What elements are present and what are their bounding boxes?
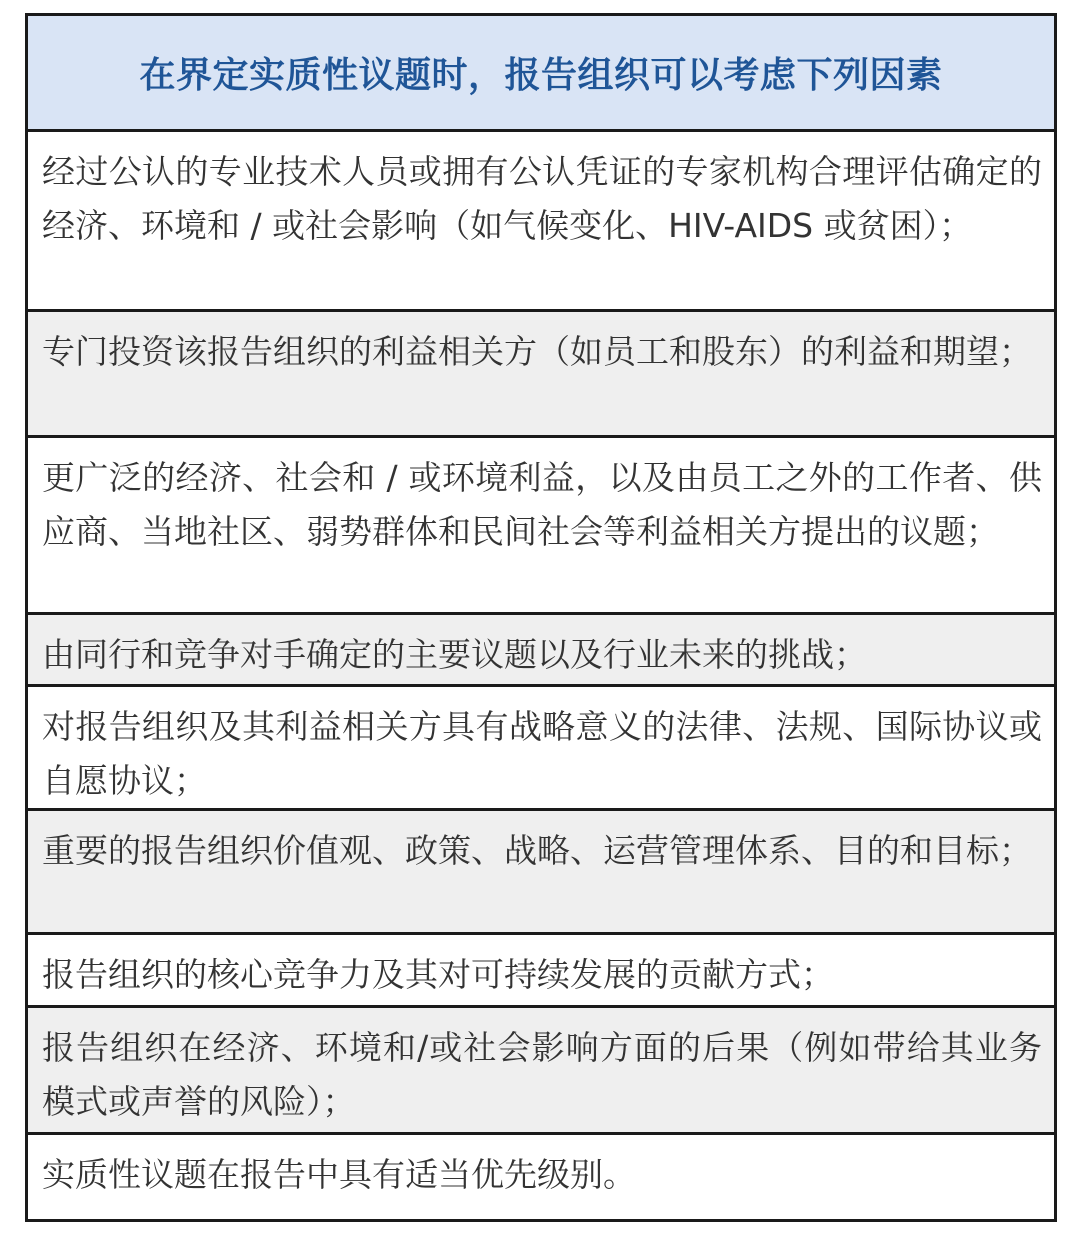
table-row: 对报告组织及其利益相关方具有战略意义的法律、法规、国际协议或自愿协议； (28, 687, 1054, 811)
table-title: 在界定实质性议题时，报告组织可以考虑下列因素 (139, 55, 943, 96)
table-row: 由同行和竞争对手确定的主要议题以及行业未来的挑战； (28, 615, 1054, 687)
table-row: 报告组织在经济、环境和/或社会影响方面的后果（例如带给其业务模式或声誉的风险）； (28, 1008, 1054, 1135)
factors-table (25, 13, 1057, 1222)
table-header (28, 16, 1054, 132)
table-row: 报告组织的核心竞争力及其对可持续发展的贡献方式； (28, 935, 1054, 1008)
table-row: 经过公认的专业技术人员或拥有公认凭证的专家机构合理评估确定的经济、环境和 / 或社会影响（如气候变化、HIV-AIDS 或贫困）； (28, 132, 1054, 312)
table-row: 重要的报告组织价值观、政策、战略、运营管理体系、目的和目标； (28, 811, 1054, 935)
table-row: 更广泛的经济、社会和 / 或环境利益，以及由员工之外的工作者、供应商、当地社区、弱势群体和民间社会等利益相关方提出的议题； (28, 438, 1054, 615)
table-row: 实质性议题在报告中具有适当优先级别。 (42, 1155, 636, 1194)
table-row: 专门投资该报告组织的利益相关方（如员工和股东）的利益和期望； (28, 312, 1054, 438)
